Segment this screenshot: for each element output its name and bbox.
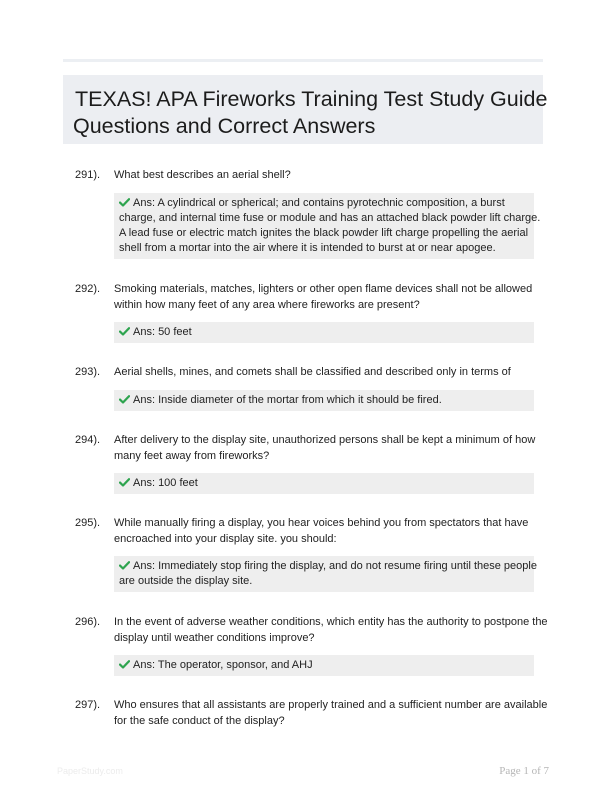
- footer-watermark: PaperStudy.com: [57, 766, 123, 776]
- question-line: What best describes an aerial shell?: [114, 169, 291, 181]
- question-line: While manually firing a display, you hear voices behind you from spectators that have: [114, 517, 529, 529]
- check-icon: [119, 327, 130, 336]
- check-icon: [119, 660, 130, 669]
- question-number: 294).: [75, 434, 101, 446]
- check-icon: [119, 198, 130, 207]
- question-line: Who ensures that all assistants are properly trained and a sufficient number are available: [114, 699, 548, 711]
- answer-text: Ans: 100 feet: [133, 477, 198, 489]
- question-text: [114, 364, 538, 380]
- answer-text: Ans: A cylindrical or spherical; and contains pyrotechnic composition, a burst: [133, 197, 505, 209]
- answer-text: Ans: Immediately stop firing the display, and do not resume firing until these people: [133, 560, 537, 572]
- question-number: 291).: [75, 169, 101, 181]
- question-line: many feet away from fireworks?: [114, 450, 270, 462]
- question-line: within how many feet of any area where fireworks are present?: [114, 299, 420, 311]
- question-line: for the safe conduct of the display?: [114, 715, 285, 727]
- answer-box: [114, 390, 534, 411]
- question-line: After delivery to the display site, unauthorized persons shall be kept a minimum of how: [114, 434, 536, 446]
- question-text: [114, 432, 538, 464]
- answer-box: [114, 556, 537, 592]
- title-line: Questions and Correct Answers: [73, 114, 376, 138]
- question-text: [114, 515, 538, 547]
- check-icon: [119, 478, 130, 487]
- answer-text: Ans: Inside diameter of the mortar from which it should be fired.: [133, 394, 442, 406]
- answer-box: [114, 655, 534, 676]
- page-number: Page 1 of 7: [499, 765, 549, 777]
- question-text: [114, 614, 548, 646]
- answer-box: [114, 193, 541, 259]
- answer-box: [114, 322, 534, 343]
- question-text: [114, 281, 538, 313]
- question-line: Aerial shells, mines, and comets shall be classified and described only in terms of: [114, 366, 511, 378]
- question-line: encroached into your display site. you should:: [114, 533, 337, 545]
- answer-line: [119, 196, 528, 211]
- question-number: 296).: [75, 616, 101, 628]
- question-number: 292).: [75, 283, 101, 295]
- question-line: Smoking materials, matches, lighters or other open flame devices shall not be allowed: [114, 283, 533, 295]
- question-number: 293).: [75, 366, 101, 378]
- question-text: [114, 697, 548, 729]
- answer-line: A lead fuse or electric match ignites the black powder lift charge propelling the aerial: [119, 227, 529, 239]
- answer-text: Ans: 50 feet: [133, 326, 192, 338]
- check-icon: [119, 561, 130, 570]
- answer-line: [119, 658, 528, 673]
- question-line: In the event of adverse weather conditions, which entity has the authority to postpone the: [114, 616, 548, 628]
- answer-line: charge, and internal time fuse or module and has an attached black powder lift charge.: [119, 212, 541, 224]
- answer-line: [119, 476, 528, 491]
- check-icon: [119, 395, 130, 404]
- answer-line: [119, 325, 528, 340]
- top-divider: [63, 59, 543, 62]
- answer-line: [119, 393, 528, 408]
- question-line: display until weather conditions improve?: [114, 632, 315, 644]
- title-banner: [63, 75, 548, 144]
- page-title: [73, 86, 548, 140]
- question-text: [114, 167, 538, 183]
- question-number: 295).: [75, 517, 101, 529]
- answer-line: [119, 559, 537, 574]
- title-line: TEXAS! APA Fireworks Training Test Study Guide: [75, 87, 548, 111]
- answer-text: Ans: The operator, sponsor, and AHJ: [133, 659, 313, 671]
- answer-box: [114, 473, 534, 494]
- answer-line: shell from a mortar into the air where it is intended to burst at or near apogee.: [119, 242, 496, 254]
- answer-line: are outside the display site.: [119, 575, 253, 587]
- question-number: 297).: [75, 699, 101, 711]
